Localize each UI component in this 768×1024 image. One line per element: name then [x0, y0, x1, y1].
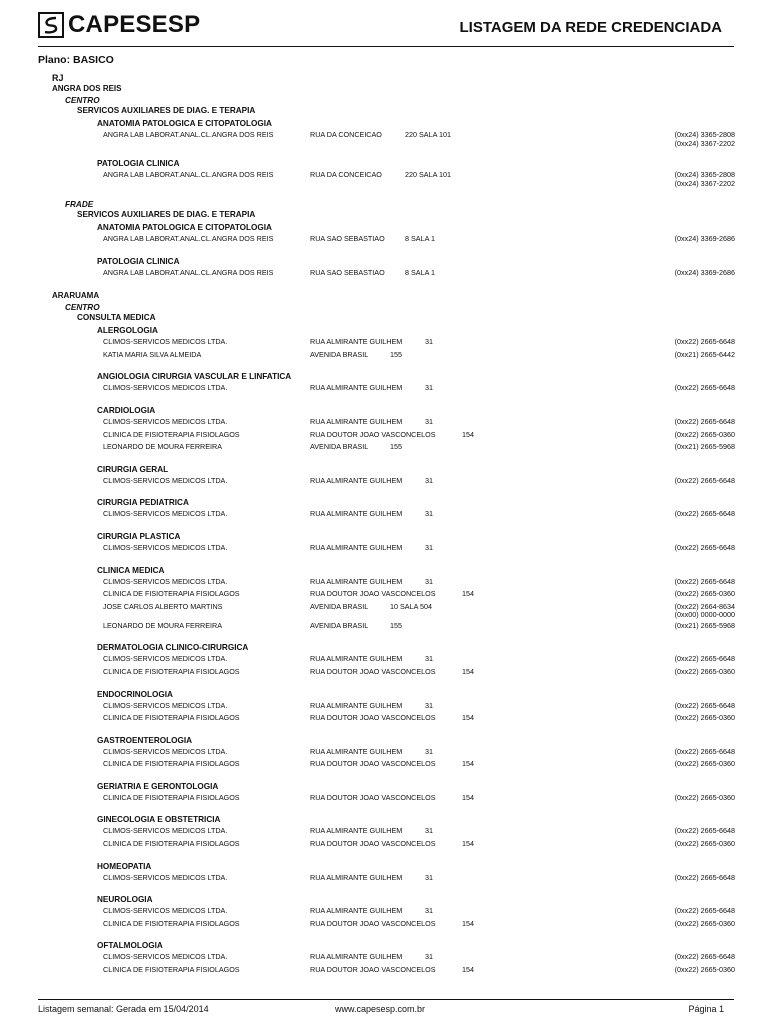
provider-address: RUA DA CONCEICAO	[310, 170, 382, 179]
provider-number: 31	[425, 475, 433, 485]
provider-phones	[675, 542, 735, 553]
provider-phones	[675, 746, 735, 757]
provider-address: RUA ALMIRANTE GUILHEM	[310, 576, 403, 586]
specialty-heading: CIRURGIA GERAL	[97, 464, 169, 474]
provider-phones	[675, 349, 735, 360]
provider-row	[0, 712, 768, 725]
provider-phone: (0xx22) 2665-6648	[674, 475, 735, 485]
provider-row	[0, 918, 768, 931]
provider-address: RUA ALMIRANTE GUILHEM	[310, 746, 403, 756]
specialty-heading: ANGIOLOGIA CIRURGIA VASCULAR E LINFATICA	[97, 372, 292, 382]
service-heading: SERVICOS AUXILIARES DE DIAG. E TERAPIA	[77, 210, 256, 219]
provider-name: CLIMOS-SERVICOS MEDICOS LTDA.	[103, 952, 228, 962]
specialty-heading: GINECOLOGIA E OBSTETRICIA	[97, 815, 221, 825]
provider-phone: (0xx21) 2665-5968	[674, 442, 735, 452]
provider-row	[0, 758, 768, 771]
provider-phones	[675, 441, 735, 452]
provider-address: RUA DOUTOR JOAO VASCONCELOS	[310, 713, 436, 723]
provider-name: KATIA MARIA SILVA ALMEIDA	[103, 349, 202, 359]
provider-name: ANGRA LAB LABORAT.ANAL.CL.ANGRA DOS REIS	[103, 130, 274, 139]
provider-phone: (0xx22) 2665-6648	[674, 383, 735, 393]
provider-address: RUA ALMIRANTE GUILHEM	[310, 700, 403, 710]
provider-address: RUA DOUTOR JOAO VASCONCELOS	[310, 759, 436, 769]
provider-name: CLINICA DE FISIOTERAPIA FISIOLAGOS	[103, 666, 240, 676]
city-block	[0, 84, 768, 279]
specialty-heading: CIRURGIA PEDIATRICA	[97, 498, 189, 508]
report-title: LISTAGEM DA REDE CREDENCIADA	[459, 19, 722, 36]
provider-number: 31	[425, 416, 433, 426]
provider-phone: (0xx24) 3367-2202	[674, 178, 735, 188]
provider-phones	[675, 838, 735, 849]
specialty-heading: CIRURGIA PLASTICA	[97, 531, 181, 541]
provider-row	[0, 951, 768, 964]
provider-row	[0, 872, 768, 885]
provider-address: RUA ALMIRANTE GUILHEM	[310, 542, 403, 552]
provider-phone: (0xx22) 2665-0360	[674, 759, 735, 769]
provider-address: RUA DOUTOR JOAO VASCONCELOS	[310, 666, 436, 676]
provider-name: CLINICA DE FISIOTERAPIA FISIOLAGOS	[103, 713, 240, 723]
provider-address: AVENIDA BRASIL	[310, 349, 369, 359]
provider-row	[0, 508, 768, 521]
provider-number: 31	[425, 700, 433, 710]
city-block	[0, 291, 768, 976]
provider-name: JOSE CARLOS ALBERTO MARTINS	[103, 601, 223, 611]
report-header	[38, 12, 734, 47]
logo-text: CAPESESP	[68, 11, 201, 38]
network-listing	[0, 73, 768, 977]
specialty-heading: GASTROENTEROLOGIA	[97, 735, 193, 745]
provider-phone: (0xx24) 3369-2686	[674, 234, 735, 243]
state-heading: RJ	[52, 73, 64, 83]
provider-number: 31	[425, 383, 433, 393]
specialty-heading: ENDOCRINOLOGIA	[97, 689, 173, 699]
generated-date: Listagem semanal: Gerada em 15/04/2014	[38, 1004, 209, 1014]
provider-address: RUA ALMIRANTE GUILHEM	[310, 952, 403, 962]
provider-phone: (0xx24) 3367-2202	[674, 138, 735, 148]
provider-name: CLINICA DE FISIOTERAPIA FISIOLAGOS	[103, 589, 240, 599]
provider-phone: (0xx22) 2665-0360	[674, 839, 735, 849]
provider-phones	[675, 169, 735, 188]
service-heading: SERVICOS AUXILIARES DE DIAG. E TERAPIA	[77, 106, 256, 115]
provider-row	[0, 620, 768, 633]
provider-name: CLIMOS-SERVICOS MEDICOS LTDA.	[103, 337, 228, 347]
provider-row	[0, 792, 768, 805]
provider-phone: (0xx22) 2665-6648	[674, 872, 735, 882]
provider-number: 8 SALA 1	[405, 234, 435, 243]
provider-name: CLIMOS-SERVICOS MEDICOS LTDA.	[103, 826, 228, 836]
provider-phone: (0xx22) 2665-6648	[674, 826, 735, 836]
provider-phone: (0xx22) 2665-6648	[674, 542, 735, 552]
provider-number: 220 SALA 101	[405, 130, 451, 139]
specialty-heading: OFTALMOLOGIA	[97, 941, 163, 951]
provider-address: RUA SAO SEBASTIAO	[310, 267, 385, 277]
provider-phones	[675, 382, 735, 393]
city-heading: ARARUAMA	[52, 291, 100, 301]
provider-row	[0, 825, 768, 838]
provider-address: RUA ALMIRANTE GUILHEM	[310, 826, 403, 836]
provider-number: 154	[462, 713, 474, 723]
provider-name: CLIMOS-SERVICOS MEDICOS LTDA.	[103, 654, 228, 664]
neighborhood-heading: FRADE	[65, 200, 94, 209]
provider-name: CLIMOS-SERVICOS MEDICOS LTDA.	[103, 746, 228, 756]
provider-row	[0, 267, 768, 280]
provider-phones	[675, 129, 735, 148]
provider-phone: (0xx22) 2664-8634	[674, 601, 735, 611]
provider-address: RUA DOUTOR JOAO VASCONCELOS	[310, 965, 436, 975]
provider-number: 155	[390, 349, 402, 359]
provider-address: RUA DOUTOR JOAO VASCONCELOS	[310, 589, 436, 599]
specialty-heading: NEUROLOGIA	[97, 895, 153, 905]
provider-phones	[675, 666, 735, 677]
provider-name: ANGRA LAB LABORAT.ANAL.CL.ANGRA DOS REIS	[103, 170, 274, 179]
provider-number: 154	[462, 429, 474, 439]
specialty-block	[0, 372, 768, 395]
specialty-block	[0, 223, 768, 246]
provider-address: RUA ALMIRANTE GUILHEM	[310, 872, 403, 882]
provider-phone: (0xx22) 2665-6648	[674, 746, 735, 756]
provider-phones	[675, 918, 735, 929]
provider-name: LEONARDO DE MOURA FERREIRA	[103, 442, 223, 452]
specialty-block	[0, 532, 768, 555]
provider-number: 154	[462, 839, 474, 849]
provider-phone: (0xx22) 2665-0360	[674, 429, 735, 439]
provider-phones	[675, 416, 735, 427]
provider-address: RUA ALMIRANTE GUILHEM	[310, 383, 403, 393]
specialty-heading: PATOLOGIA CLINICA	[97, 256, 180, 266]
page-number: Página 1	[688, 1004, 724, 1014]
provider-number: 31	[425, 826, 433, 836]
provider-phone: (0xx24) 3365-2808	[674, 170, 735, 179]
provider-phones	[675, 508, 735, 519]
provider-phones	[675, 964, 735, 975]
neighborhood-heading: CENTRO	[65, 96, 100, 105]
provider-name: CLINICA DE FISIOTERAPIA FISIOLAGOS	[103, 918, 240, 928]
provider-name: CLIMOS-SERVICOS MEDICOS LTDA.	[103, 576, 228, 586]
provider-phone: (0xx24) 3365-2808	[674, 130, 735, 139]
provider-address: RUA DOUTOR JOAO VASCONCELOS	[310, 792, 436, 802]
provider-row	[0, 964, 768, 977]
provider-name: CLINICA DE FISIOTERAPIA FISIOLAGOS	[103, 839, 240, 849]
provider-name: CLIMOS-SERVICOS MEDICOS LTDA.	[103, 872, 228, 882]
provider-number: 154	[462, 666, 474, 676]
specialty-block	[0, 643, 768, 678]
provider-row	[0, 666, 768, 679]
specialty-block	[0, 159, 768, 188]
provider-phones	[675, 872, 735, 883]
specialty-block	[0, 257, 768, 280]
provider-row	[0, 336, 768, 349]
provider-phones	[675, 588, 735, 599]
provider-address: AVENIDA BRASIL	[310, 442, 369, 452]
provider-name: CLINICA DE FISIOTERAPIA FISIOLAGOS	[103, 965, 240, 975]
specialty-heading: CARDIOLOGIA	[97, 405, 156, 415]
provider-row	[0, 441, 768, 454]
specialty-heading: ANATOMIA PATOLOGICA E CITOPATOLOGIA	[97, 119, 272, 128]
provider-row	[0, 588, 768, 601]
provider-name: CLIMOS-SERVICOS MEDICOS LTDA.	[103, 383, 228, 393]
provider-number: 220 SALA 101	[405, 170, 451, 179]
provider-phone: (0xx22) 2665-0360	[674, 589, 735, 599]
provider-phone: (0xx21) 2665-5968	[674, 620, 735, 630]
provider-row	[0, 382, 768, 395]
provider-phone: (0xx22) 2665-0360	[674, 713, 735, 723]
provider-number: 31	[425, 746, 433, 756]
website-link[interactable]: www.capesesp.com.br	[335, 1004, 426, 1014]
provider-phone: (0xx00) 0000-0000	[674, 610, 735, 620]
provider-phone: (0xx22) 2665-6648	[674, 700, 735, 710]
provider-phone: (0xx22) 2665-6648	[674, 952, 735, 962]
provider-phones	[675, 267, 735, 278]
specialty-block	[0, 690, 768, 725]
provider-address: RUA ALMIRANTE GUILHEM	[310, 337, 403, 347]
provider-phone: (0xx22) 2665-6648	[674, 654, 735, 664]
provider-number: 8 SALA 1	[405, 267, 435, 277]
provider-row	[0, 542, 768, 555]
provider-name: LEONARDO DE MOURA FERREIRA	[103, 620, 223, 630]
city-heading: ANGRA DOS REIS	[52, 84, 122, 93]
provider-phones	[675, 758, 735, 769]
provider-number: 10 SALA 504	[390, 601, 432, 611]
neighborhood-block	[0, 96, 768, 188]
capesesp-logo	[38, 12, 200, 38]
specialty-heading: ANATOMIA PATOLOGICA E CITOPATOLOGIA	[97, 223, 272, 232]
specialty-block	[0, 326, 768, 361]
provider-address: RUA ALMIRANTE GUILHEM	[310, 416, 403, 426]
capesesp-logo-icon	[38, 12, 64, 38]
provider-phone: (0xx22) 2665-6648	[674, 906, 735, 916]
provider-address: RUA DA CONCEICAO	[310, 130, 382, 139]
provider-address: RUA DOUTOR JOAO VASCONCELOS	[310, 839, 436, 849]
provider-phones	[675, 792, 735, 803]
provider-name: CLIMOS-SERVICOS MEDICOS LTDA.	[103, 542, 228, 552]
neighborhood-block	[0, 200, 768, 279]
specialty-heading: GERIATRIA E GERONTOLOGIA	[97, 781, 219, 791]
provider-address: RUA ALMIRANTE GUILHEM	[310, 906, 403, 916]
provider-phone: (0xx22) 2665-0360	[674, 965, 735, 975]
provider-phone: (0xx21) 2665-6442	[674, 349, 735, 359]
specialty-block	[0, 815, 768, 850]
specialty-block	[0, 895, 768, 930]
provider-number: 31	[425, 872, 433, 882]
provider-address: RUA ALMIRANTE GUILHEM	[310, 654, 403, 664]
provider-name: CLIMOS-SERVICOS MEDICOS LTDA.	[103, 700, 228, 710]
provider-number: 154	[462, 918, 474, 928]
specialty-block	[0, 862, 768, 885]
provider-name: CLIMOS-SERVICOS MEDICOS LTDA.	[103, 906, 228, 916]
provider-phone: (0xx22) 2665-0360	[674, 666, 735, 676]
provider-number: 31	[425, 906, 433, 916]
provider-row	[0, 349, 768, 362]
specialty-block	[0, 782, 768, 805]
provider-phones	[675, 475, 735, 486]
provider-address: RUA SAO SEBASTIAO	[310, 234, 385, 243]
specialty-block	[0, 406, 768, 454]
provider-phones	[675, 825, 735, 836]
provider-row	[0, 129, 768, 148]
specialty-heading: HOMEOPATIA	[97, 861, 152, 871]
specialty-heading: PATOLOGIA CLINICA	[97, 159, 180, 168]
provider-phones	[675, 905, 735, 916]
provider-phone: (0xx22) 2665-0360	[674, 918, 735, 928]
provider-number: 31	[425, 952, 433, 962]
provider-number: 154	[462, 759, 474, 769]
provider-phones	[675, 712, 735, 723]
specialty-heading: ALERGOLOGIA	[97, 326, 158, 336]
provider-name: CLIMOS-SERVICOS MEDICOS LTDA.	[103, 509, 228, 519]
specialty-block	[0, 465, 768, 488]
provider-number: 154	[462, 965, 474, 975]
provider-address: AVENIDA BRASIL	[310, 620, 369, 630]
specialty-block	[0, 736, 768, 771]
provider-number: 31	[425, 542, 433, 552]
provider-phones	[675, 951, 735, 962]
provider-address: RUA ALMIRANTE GUILHEM	[310, 509, 403, 519]
provider-phone: (0xx22) 2665-0360	[674, 792, 735, 802]
provider-row	[0, 601, 768, 620]
specialty-heading: DERMATOLOGIA CLINICO-CIRURGICA	[97, 643, 249, 653]
provider-number: 31	[425, 509, 433, 519]
provider-name: CLIMOS-SERVICOS MEDICOS LTDA.	[103, 475, 228, 485]
provider-name: CLINICA DE FISIOTERAPIA FISIOLAGOS	[103, 792, 240, 802]
provider-number: 154	[462, 589, 474, 599]
provider-phones	[675, 233, 735, 244]
provider-row	[0, 429, 768, 442]
specialty-heading: CLINICA MEDICA	[97, 565, 165, 575]
neighborhood-heading: CENTRO	[65, 303, 100, 313]
provider-row	[0, 905, 768, 918]
provider-phones	[675, 429, 735, 440]
provider-row	[0, 838, 768, 851]
provider-row	[0, 475, 768, 488]
provider-phone: (0xx22) 2665-6648	[674, 509, 735, 519]
provider-row	[0, 416, 768, 429]
provider-number: 154	[462, 792, 474, 802]
neighborhood-block	[0, 303, 768, 976]
provider-address: RUA ALMIRANTE GUILHEM	[310, 475, 403, 485]
provider-name: ANGRA LAB LABORAT.ANAL.CL.ANGRA DOS REIS	[103, 234, 274, 243]
provider-number: 155	[390, 620, 402, 630]
provider-address: RUA DOUTOR JOAO VASCONCELOS	[310, 918, 436, 928]
provider-row	[0, 653, 768, 666]
provider-number: 155	[390, 442, 402, 452]
provider-number: 31	[425, 654, 433, 664]
provider-phone: (0xx22) 2665-6648	[674, 337, 735, 347]
provider-phones	[675, 601, 735, 620]
specialty-block	[0, 566, 768, 633]
provider-phone: (0xx24) 3369-2686	[674, 267, 735, 277]
provider-row	[0, 746, 768, 759]
provider-name: ANGRA LAB LABORAT.ANAL.CL.ANGRA DOS REIS	[103, 267, 274, 277]
plan-label: Plano: BASICO	[38, 54, 114, 66]
specialty-block	[0, 941, 768, 976]
provider-phone: (0xx22) 2665-6648	[674, 576, 735, 586]
specialty-block	[0, 119, 768, 148]
provider-name: CLINICA DE FISIOTERAPIA FISIOLAGOS	[103, 429, 240, 439]
provider-row	[0, 700, 768, 713]
provider-phone: (0xx22) 2665-6648	[674, 416, 735, 426]
specialty-block	[0, 498, 768, 521]
provider-phones	[675, 336, 735, 347]
report-footer	[38, 999, 734, 1018]
provider-name: CLIMOS-SERVICOS MEDICOS LTDA.	[103, 416, 228, 426]
provider-phones	[675, 700, 735, 711]
provider-name: CLINICA DE FISIOTERAPIA FISIOLAGOS	[103, 759, 240, 769]
provider-phones	[675, 620, 735, 631]
provider-phones	[675, 653, 735, 664]
service-heading: CONSULTA MEDICA	[77, 313, 156, 323]
provider-address: RUA DOUTOR JOAO VASCONCELOS	[310, 429, 436, 439]
provider-row	[0, 233, 768, 246]
provider-number: 31	[425, 337, 433, 347]
provider-row	[0, 169, 768, 188]
provider-number: 31	[425, 576, 433, 586]
provider-row	[0, 576, 768, 589]
provider-address: AVENIDA BRASIL	[310, 601, 369, 611]
provider-phones	[675, 576, 735, 587]
